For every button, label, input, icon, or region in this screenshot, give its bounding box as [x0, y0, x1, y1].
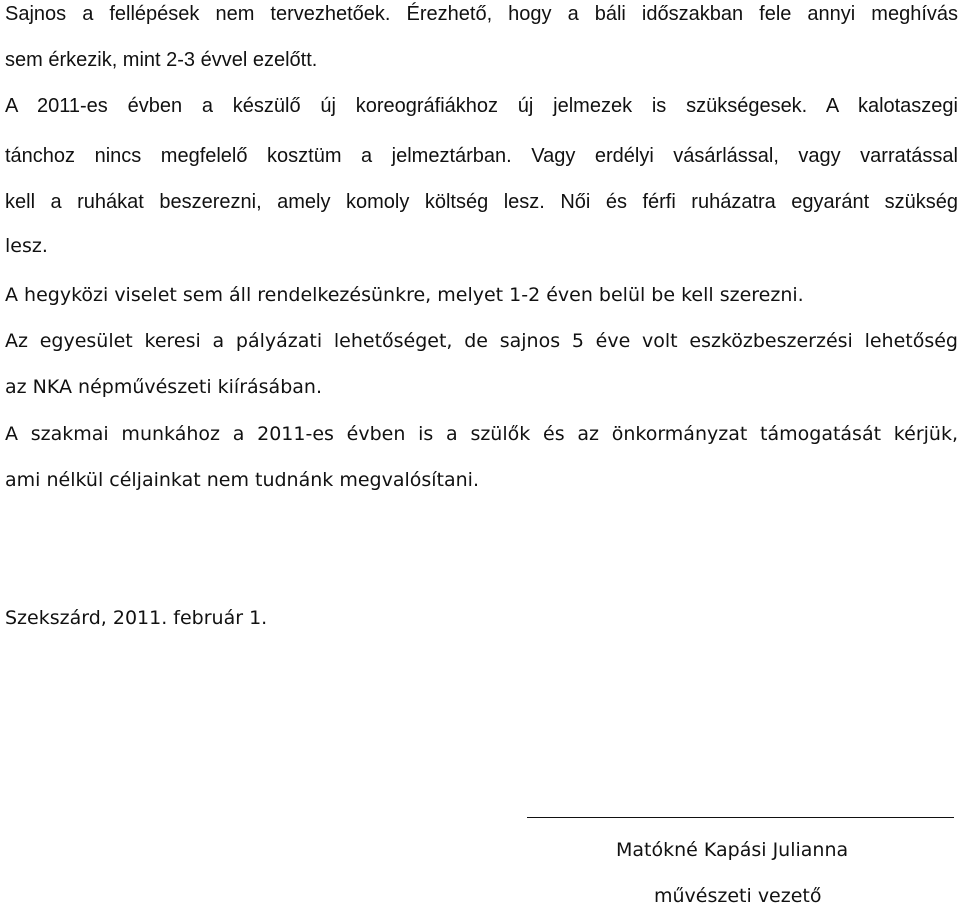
text-line-8: Az egyesület keresi a pályázati lehetőséget, de sajnos 5 éve volt eszközbeszerzési lehetőség — [5, 330, 958, 352]
text-line-3: A 2011-es évben a készülő új koreográfiákhoz új jelmezek is szükségesek. A kalotaszegi — [5, 95, 958, 117]
text-line-4: tánchoz nincs megfelelő kosztüm a jelmeztárban. Vagy erdélyi vásárlással, vagy varratással — [5, 145, 958, 167]
place-date: Szekszárd, 2011. február 1. — [5, 607, 268, 629]
signatory-name: Matókné Kapási Julianna — [616, 839, 849, 861]
text-line-9: az NKA népművészeti kiírásában. — [5, 376, 322, 398]
text-line-5: kell a ruhákat beszerezni, amely komoly költség lesz. Női és férfi ruházatra egyaránt szükség — [5, 191, 958, 213]
text-line-11: ami nélkül céljainkat nem tudnánk megvalósítani. — [5, 469, 479, 491]
text-line-7: A hegyközi viselet sem áll rendelkezésünkre, melyet 1-2 éven belül be kell szerezni. — [5, 284, 804, 306]
text-line-1: Sajnos a fellépések nem tervezhetőek. Érezhető, hogy a báli időszakban fele annyi meghívás — [5, 3, 958, 25]
signature-line — [527, 817, 954, 818]
text-line-2: sem érkezik, mint 2-3 évvel ezelőtt. — [5, 49, 318, 71]
text-line-10: A szakmai munkához a 2011-es évben is a szülők és az önkormányzat támogatását kérjük, — [5, 423, 958, 445]
text-line-6: lesz. — [5, 235, 48, 257]
signatory-role: művészeti vezető — [654, 885, 822, 907]
